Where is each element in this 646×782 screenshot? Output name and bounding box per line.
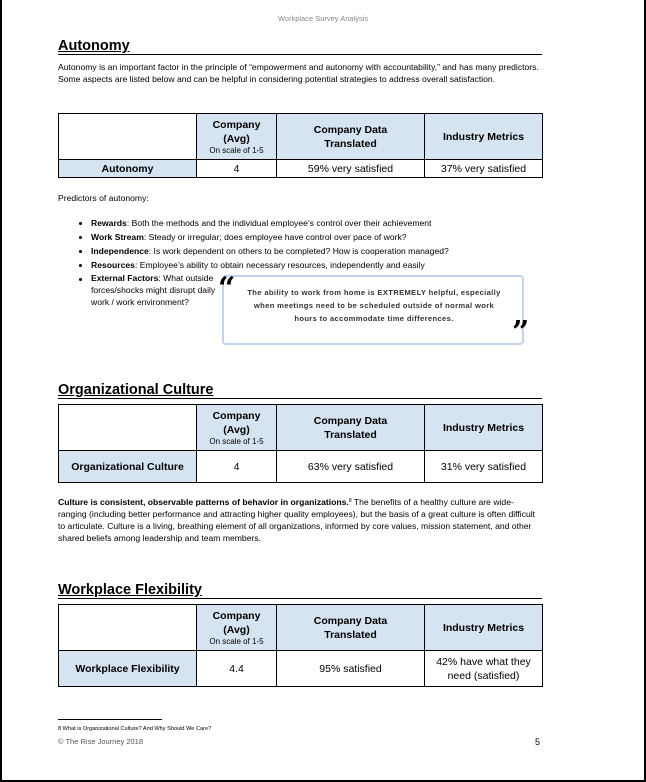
row-avg: 4	[197, 160, 277, 178]
table-header-row	[59, 405, 543, 451]
row-avg: 4	[197, 451, 277, 483]
row-label: Workplace Flexibility	[59, 651, 197, 687]
close-quote-icon: ”	[512, 315, 530, 350]
row-label: Autonomy	[59, 160, 197, 178]
copyright: © The Rise Journey 2018	[58, 737, 144, 746]
header-blank-cell	[59, 605, 197, 651]
row-avg: 4.4	[197, 651, 277, 687]
open-quote-icon: “	[218, 271, 236, 306]
header-blank-cell	[59, 405, 197, 451]
footnote: 8 What is Organizational Culture? And Why Should We Care?	[58, 726, 212, 732]
footnote-rule	[58, 719, 162, 720]
header-industry: Industry Metrics	[425, 605, 543, 651]
row-translated: 95% satisfied	[277, 651, 425, 687]
predictors-heading: Predictors of autonomy:	[58, 193, 149, 203]
culture-body: Culture is consistent, observable patterns of behavior in organizations.$^8$ The benefits of a healthy culture are wide-ranging (including better performance and attracting higher quality employees), but the basis of a great culture is often difficult to articulate. Culture is a living, breathing element of all organizations, informed by core values, mission statement, and other shared beliefs among leadership and team members.	[58, 497, 536, 543]
autonomy-table	[58, 113, 543, 178]
list-item: • Independence: Is work dependent on others to be completed? How is cooperation managed?	[91, 244, 542, 258]
table-row	[59, 651, 543, 687]
row-translated: 59% very satisfied	[277, 160, 425, 178]
list-item: • Resources: Employee’s ability to obtain necessary resources, independently and easily	[91, 258, 542, 272]
autonomy-title: Autonomy	[58, 38, 542, 55]
list-item: • External Factors: What outside forces/shocks might disrupt daily work / work environment?	[91, 272, 542, 308]
table-header-row	[59, 114, 543, 160]
header-industry: Industry Metrics	[425, 405, 543, 451]
culture-table	[58, 404, 543, 483]
table-row	[59, 451, 543, 483]
header-company-avg: Company (Avg) On scale of 1-5	[197, 605, 277, 651]
autonomy-intro: Autonomy is an important factor in the principle of “empowerment and autonomy with accountability,” and has many predictors. Some aspects are listed below and can be helpful in considering potential strategies to address overall satisfaction.	[58, 62, 539, 84]
row-label: Organizational Culture	[59, 451, 197, 483]
header-blank-cell	[59, 114, 197, 160]
header-industry: Industry Metrics	[425, 114, 543, 160]
header-translated: Company Data Translated	[277, 114, 425, 160]
flexibility-table	[58, 604, 543, 687]
table-row	[59, 160, 543, 178]
row-industry: 31% very satisfied	[425, 451, 543, 483]
flexibility-title: Workplace Flexibility	[58, 582, 542, 599]
row-translated: 63% very satisfied	[277, 451, 425, 483]
quote-text: The ability to work from home is EXTREMELY helpful, especially when meetings need to be scheduled outside of normal work hours to accommodate time differences.	[247, 288, 501, 323]
running-header: Workplace Survey Analysis	[277, 14, 369, 23]
header-company-avg: Company (Avg) On scale of 1-5	[197, 114, 277, 160]
header-company-avg: Company (Avg) On scale of 1-5	[197, 405, 277, 451]
list-item: • Rewards: Both the methods and the individual employee’s control over their achievement	[91, 216, 542, 230]
table-header-row	[59, 605, 543, 651]
footnote-mark: 8	[348, 498, 352, 504]
header-translated: Company Data Translated	[277, 605, 425, 651]
row-industry: 37% very satisfied	[425, 160, 543, 178]
page-number: 5	[535, 737, 541, 747]
row-industry: 42% have what they need (satisfied)	[425, 651, 543, 687]
header-translated: Company Data Translated	[277, 405, 425, 451]
culture-title: Organizational Culture	[58, 382, 542, 399]
list-item: • Work Stream: Steady or irregular; does employee have control over pace of work?	[91, 230, 542, 244]
